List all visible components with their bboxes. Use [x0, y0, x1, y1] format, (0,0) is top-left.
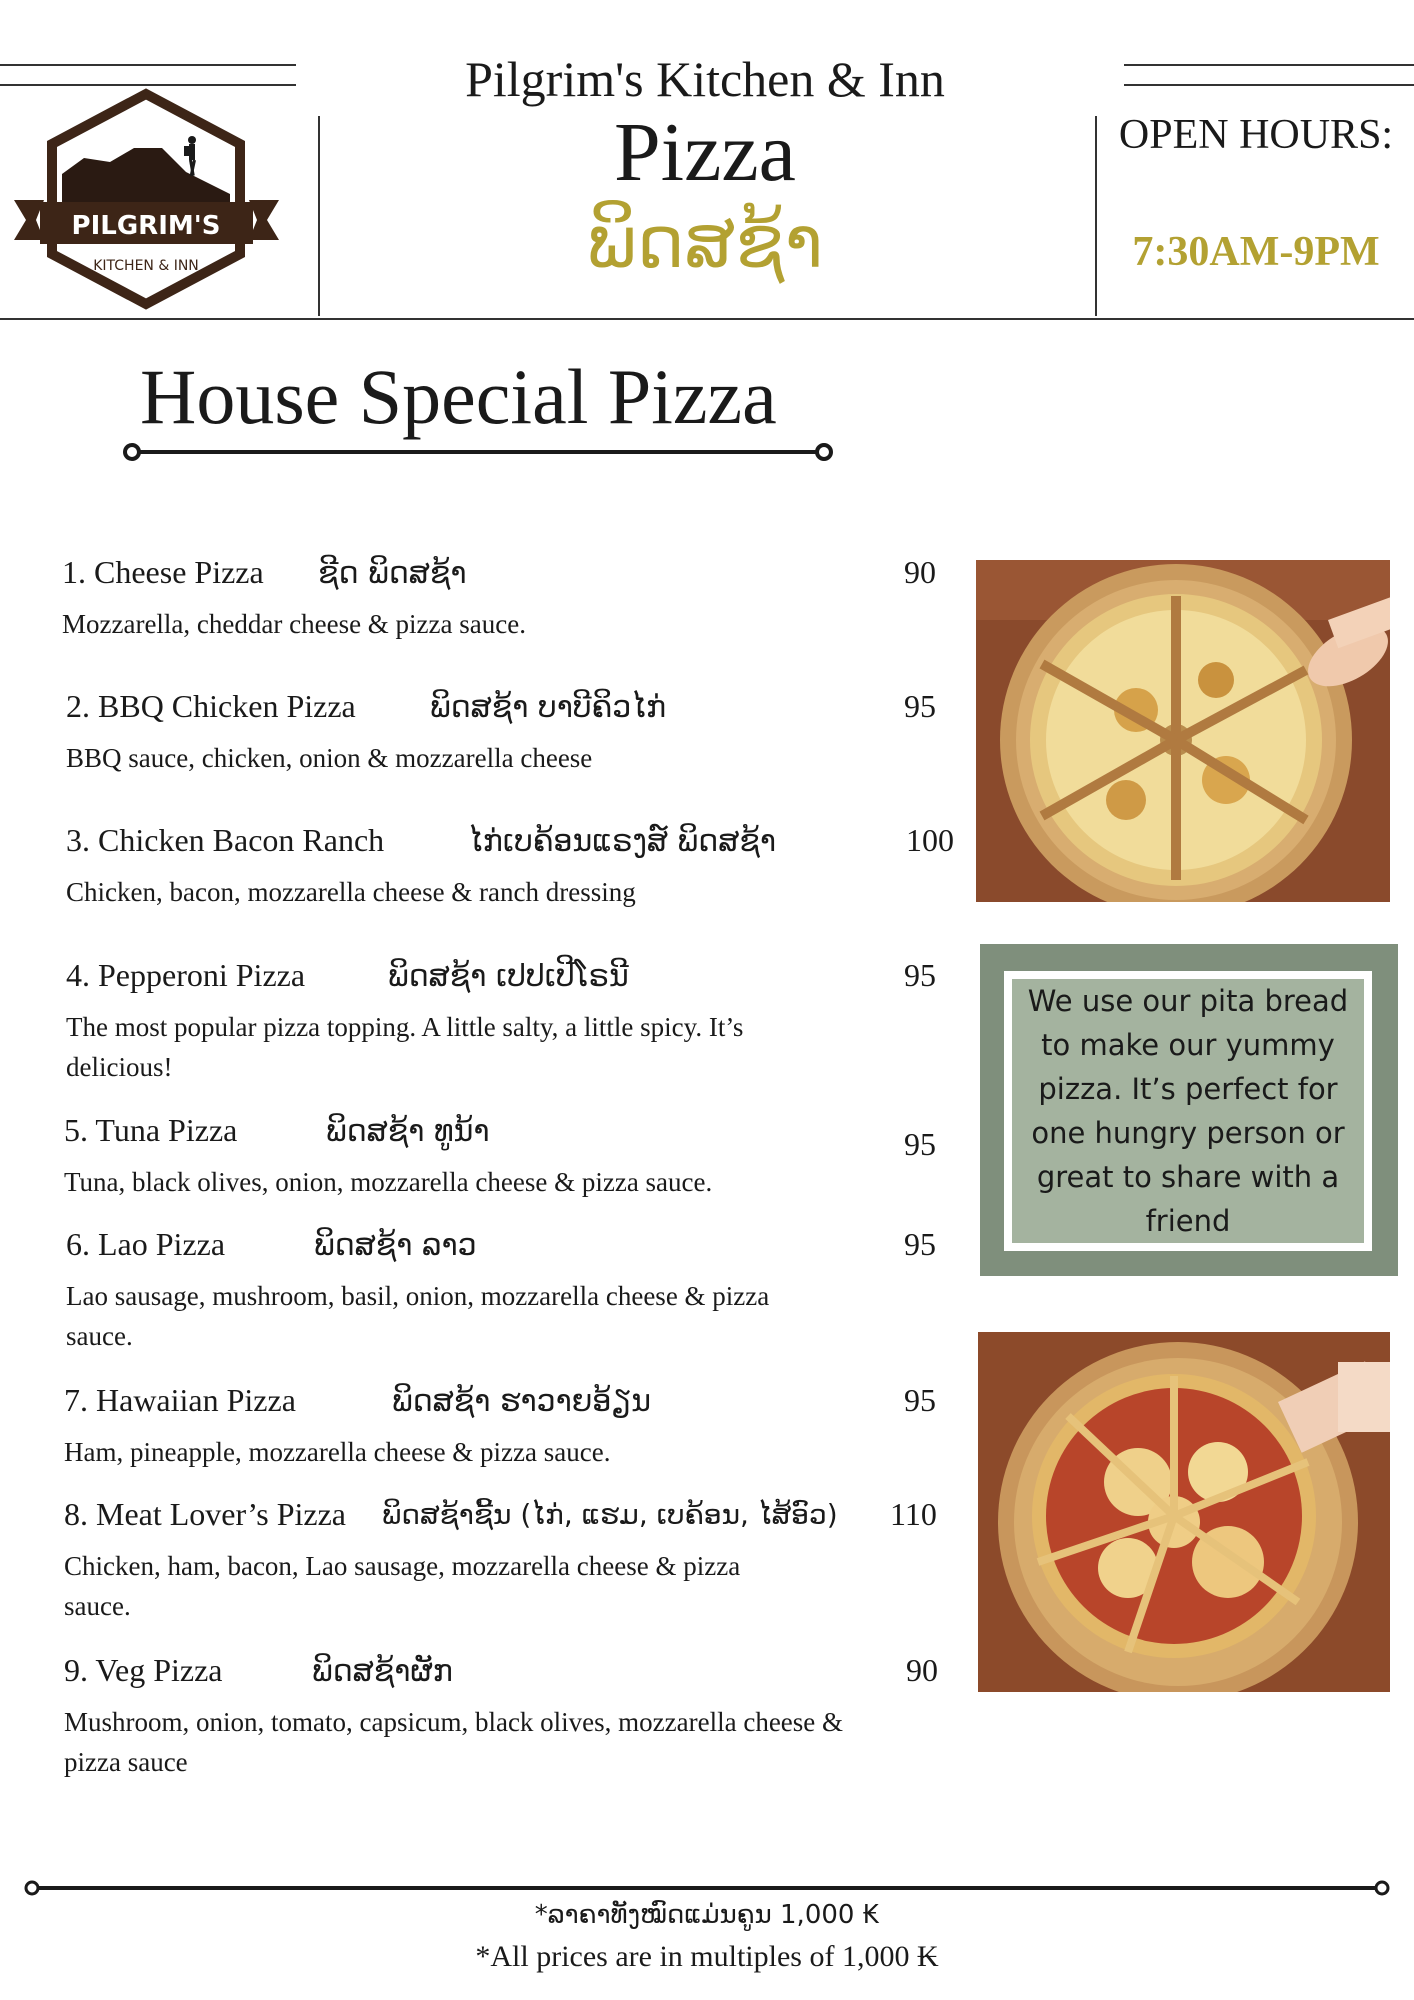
footer-note-en: *All prices are in multiples of 1,000 ₭ — [475, 1940, 939, 1973]
menu-item-meat-lovers-pizza — [64, 1496, 954, 1626]
item-name-lao: ພິດສຊ້າ ບາບີຄິວໄກ່ — [430, 690, 667, 725]
restaurant-name: Pilgrim's Kitchen & Inn — [465, 51, 945, 107]
tomato-pizza-photo — [978, 1332, 1390, 1692]
open-hours-label: OPEN HOURS: — [1118, 112, 1394, 158]
item-price: 95 — [904, 957, 936, 993]
item-name: 8. Meat Lover’s Pizza — [64, 1496, 346, 1532]
item-price: 100 — [906, 822, 954, 858]
item-description: Tuna, black olives, onion, mozzarella cheese & pizza sauce. — [64, 1167, 713, 1197]
footer-rule — [20, 1876, 1394, 1900]
item-price: 95 — [904, 1226, 936, 1262]
hiker-mountain-logo — [14, 88, 279, 318]
menu-item-chicken-bacon-ranch — [66, 822, 956, 912]
item-name: 5. Tuna Pizza — [64, 1112, 238, 1148]
item-description: Lao sausage, mushroom, basil, onion, mozzarella cheese & pizza sauce. — [66, 1281, 770, 1351]
header-rule-top-right — [1124, 64, 1414, 66]
item-name: 2. BBQ Chicken Pizza — [66, 688, 356, 724]
item-name: 3. Chicken Bacon Ranch — [66, 822, 385, 858]
item-price: 95 — [904, 1126, 936, 1162]
item-name: 6. Lao Pizza — [66, 1226, 226, 1262]
item-name-lao: ພິດສຊ້າຜັກ — [312, 1654, 453, 1689]
menu-item-pepperoni-pizza — [66, 957, 956, 1087]
quote-text: We use our pita bread to make our yummy pizza. It’s perfect for one hungry person or great to share with a friend — [1027, 984, 1349, 1238]
menu-item-cheese-pizza — [62, 554, 952, 644]
item-name-lao: ພິດສຊ້າ ລາວ — [314, 1228, 477, 1263]
item-price: 110 — [890, 1496, 937, 1532]
header-divider-right — [1095, 116, 1097, 316]
menu-item-bbq-chicken-pizza — [66, 688, 956, 778]
menu-item-hawaiian-pizza — [64, 1382, 954, 1472]
item-name: 1. Cheese Pizza — [62, 554, 264, 590]
section-title: House Special Pizza — [140, 353, 777, 440]
item-description: The most popular pizza topping. A little salty, a little spicy. It’s delicious! — [66, 1012, 744, 1082]
item-name-lao: ພິດສຊ້າ ຮາວາຍອ້ຽນ — [392, 1384, 652, 1419]
page-title: Pizza — [614, 106, 796, 199]
item-description: Ham, pineapple, mozzarella cheese & pizza sauce. — [64, 1437, 611, 1467]
item-name-lao: ພິດສຊ້າ ເປປເປີໂຣນີ — [388, 959, 629, 994]
item-name: 4. Pepperoni Pizza — [66, 957, 306, 993]
item-description: BBQ sauce, chicken, onion & mozzarella cheese — [66, 743, 593, 773]
item-name-lao: ພິດສຊ້າ ທູນ້າ — [326, 1114, 490, 1149]
quote-box-inner — [1004, 971, 1372, 1251]
cheese-pizza-photo — [976, 560, 1390, 902]
item-name: 7. Hawaiian Pizza — [64, 1382, 296, 1418]
item-description: Chicken, bacon, mozzarella cheese & ranch dressing — [66, 877, 636, 907]
section-title-underline — [120, 440, 840, 464]
item-name-lao: ພິດສຊ້າຊີ້ນ (ໄກ່, ແຮມ, ເບຄ້ອນ, ໄສ້ອົວ) — [382, 1498, 838, 1531]
header-rule-bottom — [0, 318, 1414, 320]
item-price: 90 — [906, 1652, 938, 1688]
quote-box — [980, 944, 1398, 1276]
item-price: 90 — [904, 554, 936, 590]
header-rule-top-left-2 — [0, 84, 296, 86]
menu-item-tuna-pizza — [64, 1112, 954, 1202]
item-price: 95 — [904, 688, 936, 724]
item-description: Chicken, ham, bacon, Lao sausage, mozzarella cheese & pizza sauce. — [64, 1551, 741, 1621]
open-hours-value: 7:30AM-9PM — [1132, 229, 1380, 275]
item-description: Mozzarella, cheddar cheese & pizza sauce. — [62, 609, 526, 639]
item-name: 9. Veg Pizza — [64, 1652, 223, 1688]
header-rule-top-right-2 — [1124, 84, 1414, 86]
footer-note-lao: *ລາຄາທັງໝົດແມ່ນຄູນ 1,000 ₭ — [534, 1900, 880, 1930]
item-name-lao: ຊີດ ພິດສຊ້າ — [318, 556, 467, 591]
logo-main-text: PILGRIM'S — [71, 211, 221, 241]
item-description: Mushroom, onion, tomato, capsicum, black olives, mozzarella cheese & pizza sauce — [64, 1707, 844, 1777]
page-title-lao: ພິດສຊ້າ — [586, 200, 824, 284]
header-rule-top-left — [0, 64, 296, 66]
logo-sub-text: KITCHEN & INN — [93, 258, 199, 274]
item-name-lao: ໄກ່ເບຄ້ອນແຣງສ໌ ພິດສຊ້າ — [468, 824, 777, 859]
menu-item-lao-pizza — [66, 1226, 956, 1356]
item-price: 95 — [904, 1382, 936, 1418]
menu-item-veg-pizza — [64, 1652, 954, 1782]
